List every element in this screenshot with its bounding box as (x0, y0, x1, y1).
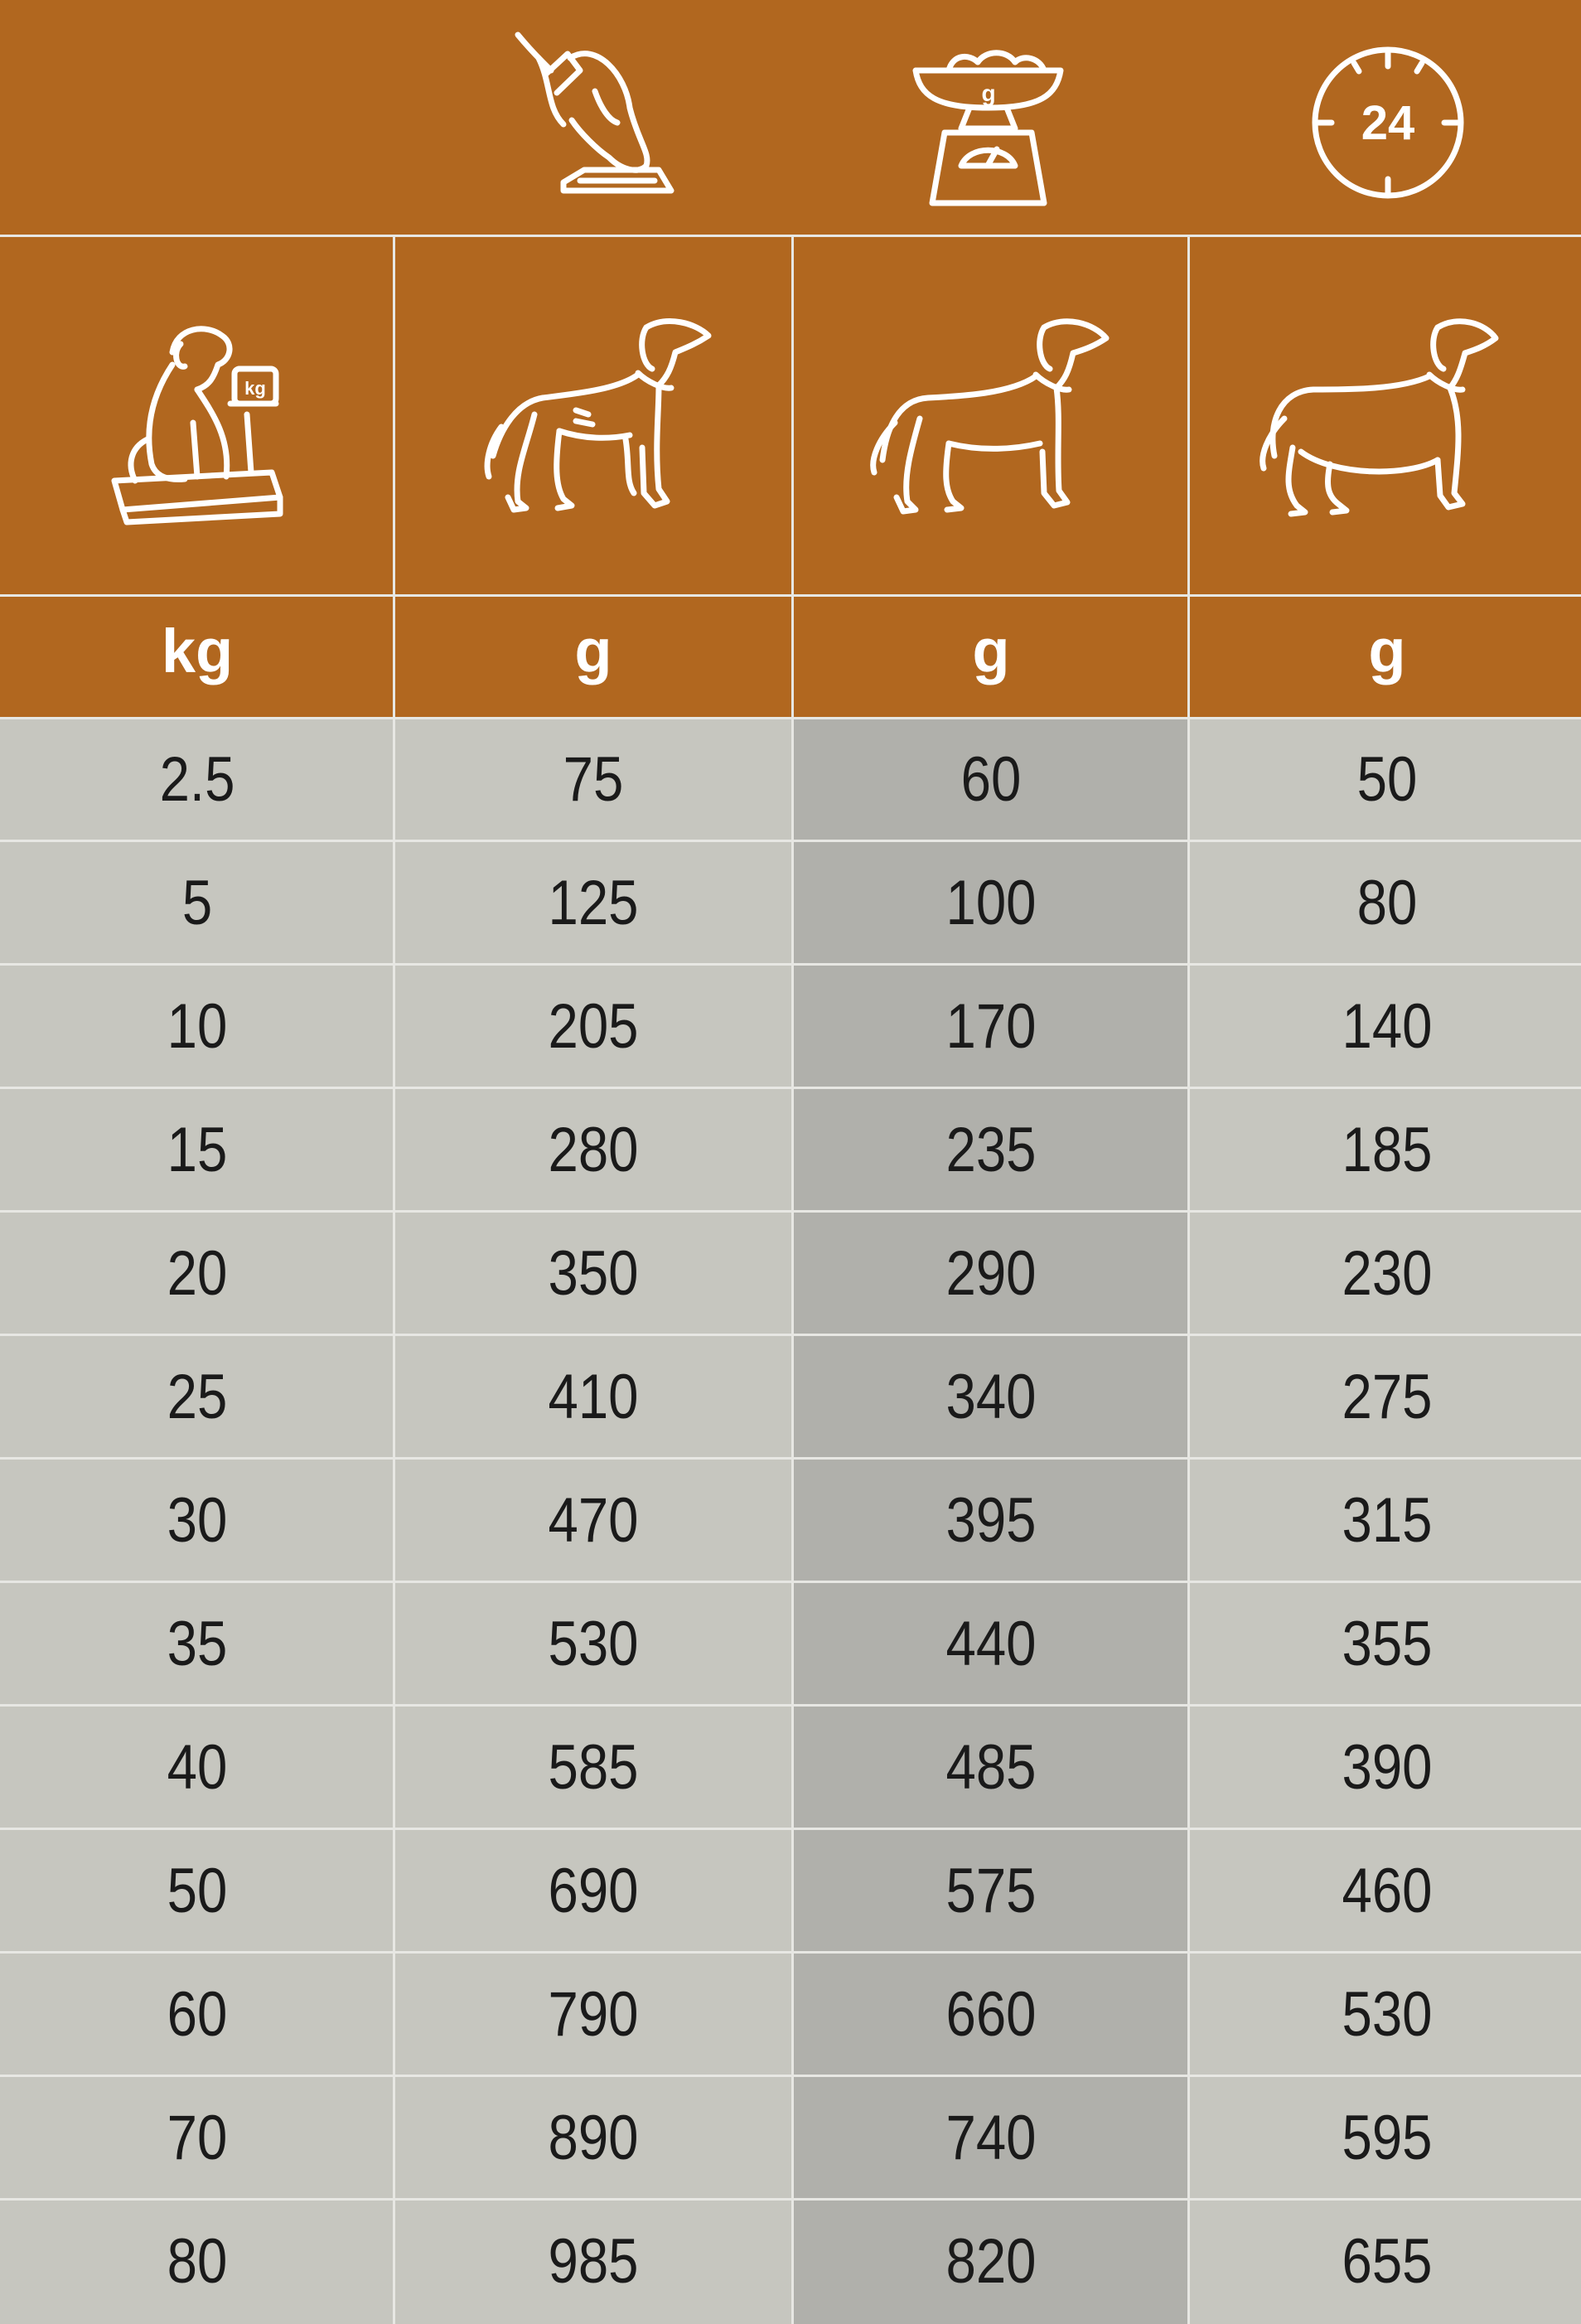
table-row (0, 1210, 1581, 1334)
ideal-dog-grams-cell: 170 (945, 990, 1037, 1062)
ideal-dog-grams-cell: 740 (945, 2102, 1037, 2173)
dog-weighing-scale-icon (73, 274, 322, 547)
dog-weight-cell: 25 (167, 1361, 228, 1432)
dog-weight-cell: 20 (167, 1237, 228, 1309)
overweight-dog-icon (1251, 274, 1500, 547)
ideal-dog-grams-cell: 100 (945, 867, 1037, 938)
table-row (0, 1951, 1581, 2075)
table-row (0, 1334, 1581, 1457)
dog-weight-cell: 10 (167, 990, 228, 1062)
ideal-dog-grams-cell: 395 (945, 1484, 1037, 1556)
header-icon-row (0, 0, 1581, 236)
ideal-dog-grams-cell: 820 (945, 2225, 1037, 2297)
dog-weight-cell: 30 (167, 1484, 228, 1556)
slim-dog-grams-cell: 470 (548, 1484, 639, 1556)
table-row (0, 1581, 1581, 1704)
overweight-dog-grams-cell: 595 (1342, 2102, 1433, 2173)
dog-weight-cell: 2.5 (159, 743, 235, 815)
ideal-dog-grams-cell: 575 (945, 1855, 1037, 1926)
overweight-dog-grams-cell: 80 (1356, 867, 1418, 938)
slim-dog-icon (468, 274, 717, 547)
dog-weight-cell: 5 (181, 867, 213, 938)
slim-dog-grams-cell: 410 (548, 1361, 639, 1432)
unit-label-g-overweight: g (1368, 616, 1406, 685)
dog-weight-cell: 50 (167, 1855, 228, 1926)
dog-weight-cell: 15 (167, 1114, 228, 1185)
dog-weight-cell: 35 (167, 1608, 228, 1679)
ideal-weight-dog-icon (862, 274, 1110, 547)
slim-dog-grams-cell: 585 (548, 1731, 639, 1803)
overweight-dog-grams-cell: 390 (1342, 1731, 1433, 1803)
table-row (0, 1828, 1581, 1951)
ideal-dog-grams-cell: 485 (945, 1731, 1037, 1803)
overweight-dog-grams-cell: 50 (1356, 743, 1418, 815)
overweight-dog-grams-cell: 315 (1342, 1484, 1433, 1556)
ideal-dog-grams-cell: 235 (945, 1114, 1037, 1185)
slim-dog-grams-cell: 985 (548, 2225, 639, 2297)
svg-text:kg: kg (244, 378, 266, 399)
svg-text:g: g (981, 80, 996, 106)
table-row (0, 2198, 1581, 2322)
header-divider-middle (0, 594, 1581, 597)
overweight-dog-grams-cell: 275 (1342, 1361, 1433, 1432)
dog-weight-cell: 70 (167, 2102, 228, 2173)
overweight-dog-grams-cell: 185 (1342, 1114, 1433, 1185)
clock-24-icon (1293, 25, 1492, 215)
ideal-dog-grams-cell: 440 (945, 1608, 1037, 1679)
kitchen-scale-icon (891, 25, 1090, 215)
table-row (0, 1704, 1581, 1828)
slim-dog-grams-cell: 790 (548, 1978, 639, 2050)
svg-text:24: 24 (1361, 96, 1415, 150)
ideal-dog-grams-cell: 340 (945, 1361, 1037, 1432)
table-row (0, 1457, 1581, 1581)
overweight-dog-grams-cell: 655 (1342, 2225, 1433, 2297)
ideal-dog-grams-cell: 60 (960, 743, 1022, 815)
dog-eating-from-bowl-icon (505, 25, 704, 215)
table-row (0, 1087, 1581, 1210)
slim-dog-grams-cell: 690 (548, 1855, 639, 1926)
overweight-dog-grams-cell: 140 (1342, 990, 1433, 1062)
feeding-table-body (0, 719, 1581, 2322)
overweight-dog-grams-cell: 230 (1342, 1237, 1433, 1309)
overweight-dog-grams-cell: 355 (1342, 1608, 1433, 1679)
slim-dog-grams-cell: 75 (563, 743, 624, 815)
unit-label-g-slim: g (574, 616, 612, 685)
overweight-dog-grams-cell: 530 (1342, 1978, 1433, 2050)
slim-dog-grams-cell: 205 (548, 990, 639, 1062)
unit-label-kg: kg (161, 616, 234, 685)
table-row (0, 963, 1581, 1087)
table-row (0, 719, 1581, 840)
slim-dog-grams-cell: 125 (548, 867, 639, 938)
slim-dog-grams-cell: 280 (548, 1114, 639, 1185)
slim-dog-grams-cell: 350 (548, 1237, 639, 1309)
dog-weight-cell: 40 (167, 1731, 228, 1803)
ideal-dog-grams-cell: 660 (945, 1978, 1037, 2050)
dog-weight-cell: 80 (167, 2225, 228, 2297)
table-row (0, 840, 1581, 963)
slim-dog-grams-cell: 530 (548, 1608, 639, 1679)
slim-dog-grams-cell: 890 (548, 2102, 639, 2173)
unit-label-g-ideal: g (972, 616, 1010, 685)
table-row (0, 2075, 1581, 2198)
dog-weight-cell: 60 (167, 1978, 228, 2050)
header-divider-top (0, 235, 1581, 237)
ideal-dog-grams-cell: 290 (945, 1237, 1037, 1309)
overweight-dog-grams-cell: 460 (1342, 1855, 1433, 1926)
